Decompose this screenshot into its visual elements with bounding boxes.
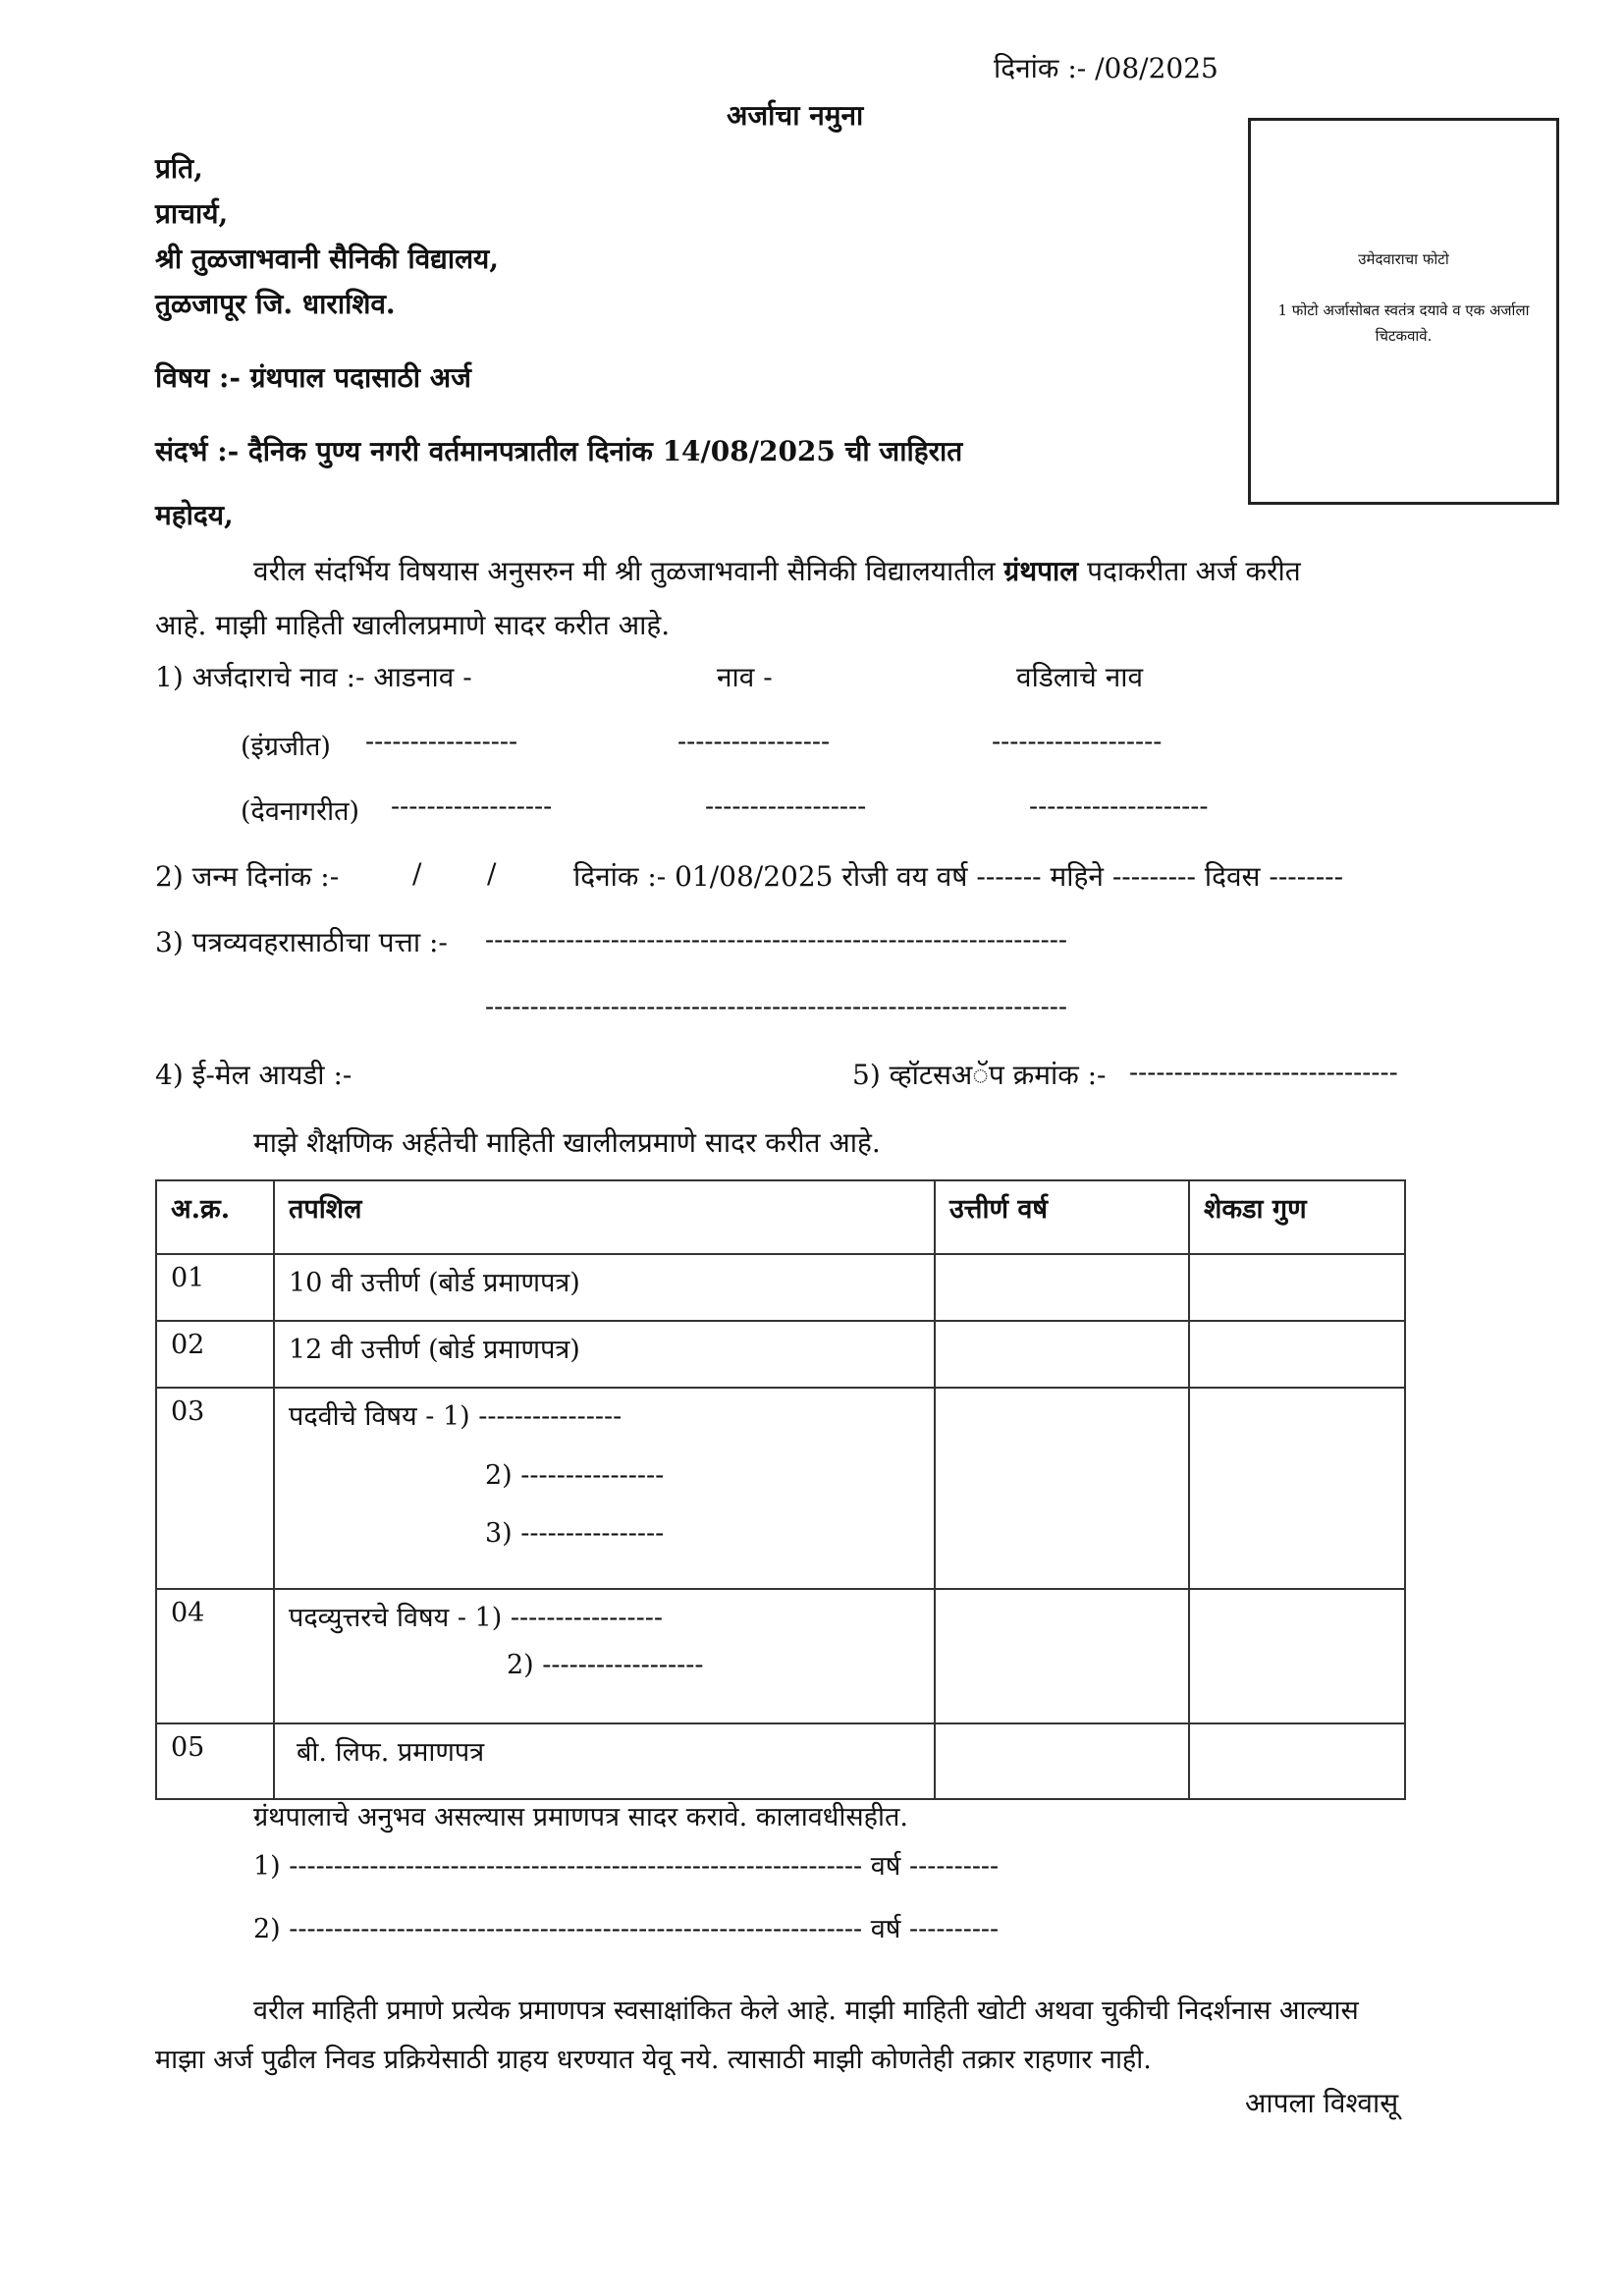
row-marks-cell[interactable] (1189, 1321, 1405, 1388)
intro-line-1 (253, 552, 1301, 589)
row-marks-cell[interactable] (1189, 1723, 1405, 1799)
address-line-3: श्री तुळजाभवानी सैनिकी विद्यालय, (155, 243, 500, 275)
english-label: (इंग्रजीत) (241, 732, 331, 762)
row-detail-line: 10 वी उत्तीर्ण (बोर्ड प्रमाणपत्र) (289, 1268, 580, 1298)
whatsapp-blank[interactable]: ------------------------------ (1129, 1058, 1398, 1088)
row-year-cell[interactable] (935, 1321, 1189, 1388)
row-detail-line: पदवीचे विषय - 1) ---------------- (289, 1401, 623, 1432)
devanagari-father-blank[interactable]: -------------------- (1029, 792, 1209, 822)
date-line: दिनांक :- /08/2025 (994, 52, 1218, 84)
subject-line: विषय :- ग्रंथपाल पदासाठी अर्ज (155, 361, 471, 394)
row-year-cell[interactable] (935, 1254, 1189, 1321)
intro-text-a: वरील संदर्भिय विषयास अनुसरुन मी श्री तुळजाभवानी सैनिकी विद्यालयातील (253, 555, 1004, 587)
salutation: महोदय, (155, 499, 234, 531)
closing-signoff: आपला विश्वासू (1245, 2087, 1399, 2119)
form-title: अर्जाचा नमुना (727, 99, 864, 132)
header-serial: अ.क्र. (156, 1180, 274, 1254)
row-serial: 02 (156, 1321, 274, 1388)
whatsapp-label: 5) व्हॉटसअॅप क्रमांक :- (852, 1059, 1107, 1091)
english-name-blank[interactable]: ----------------- (677, 727, 831, 757)
header-passing-year: उत्तीर्ण वर्ष (935, 1180, 1189, 1254)
postal-address-blank-2[interactable]: ----------------------------------------------------------------- (485, 992, 1067, 1022)
row-year-cell[interactable] (935, 1589, 1189, 1723)
address-line-4: तुळजापूर जि. धाराशिव. (155, 288, 396, 320)
row-serial: 05 (156, 1723, 274, 1799)
address-line-2: प्राचार्य, (155, 197, 229, 230)
devanagari-label: (देवनागरीत) (241, 796, 360, 827)
dob-label: 2) जन्म दिनांक :- (155, 860, 340, 893)
row-year-cell[interactable] (935, 1723, 1189, 1799)
intro-bold-word: ग्रंथपाल (1003, 555, 1079, 587)
reference-line: संदर्भ :- दैनिक पुण्य नगरी वर्तमानपत्रातील दिनांक 14/08/2025 ची जाहिरात (155, 435, 963, 467)
photo-box (1248, 118, 1559, 505)
declaration-line-2: माझा अर्ज पुढील निवड प्रक्रियेसाठी ग्राहय धरण्यात येवू नये. त्यासाठी माझी कोणतेही तक्रार राहणार नाही. (155, 2045, 1152, 2075)
english-surname-blank[interactable]: ----------------- (365, 727, 518, 757)
first-name-label: नाव - (717, 661, 773, 693)
dob-slash-2[interactable]: / (487, 857, 497, 890)
dob-slash-1[interactable]: / (412, 857, 422, 890)
row-serial: 01 (156, 1254, 274, 1321)
table-header-row (156, 1180, 1405, 1254)
row-detail-line: पदव्युत्तरचे विषय - 1) ----------------- (289, 1603, 663, 1633)
row-detail-line: बी. लिफ. प्रमाणपत्र (297, 1737, 485, 1768)
row-serial: 04 (156, 1589, 274, 1723)
education-intro: माझे शैक्षणिक अर्हतेची माहिती खालीलप्रमाणे सादर करीत आहे. (253, 1126, 881, 1159)
father-name-label: वडिलाचे नाव (1016, 661, 1144, 693)
table-row (156, 1589, 1405, 1723)
devanagari-surname-blank[interactable]: ------------------ (391, 792, 553, 822)
row-details (274, 1388, 935, 1589)
experience-line-2[interactable]: 2) ---------------------------------------------------------------- वर्ष ---------- (253, 1914, 1000, 1944)
table-row (156, 1321, 1405, 1388)
row-marks-cell[interactable] (1189, 1388, 1405, 1589)
experience-line-1[interactable]: 1) ---------------------------------------------------------------- वर्ष ---------- (253, 1851, 1000, 1882)
row-details (274, 1321, 935, 1388)
row-year-cell[interactable] (935, 1388, 1189, 1589)
header-percentage: शेकडा गुण (1189, 1180, 1405, 1254)
photo-box-instruction: 1 फोटो अर्जासोबत स्वतंत्र दयावे व एक अर्जाला चिटकवावे. (1277, 301, 1530, 345)
row-detail-line[interactable]: 3) ---------------- (485, 1518, 665, 1549)
row-detail-line[interactable]: 2) ---------------- (485, 1460, 665, 1491)
table-row (156, 1388, 1405, 1589)
devanagari-name-blank[interactable]: ------------------ (705, 792, 867, 822)
declaration-line-1: वरील माहिती प्रमाणे प्रत्येक प्रमाणपत्र स्वसाक्षांकित केले आहे. माझी माहिती खोटी अथवा चुकीची निदर्शनास आल्यास (253, 1995, 1359, 2026)
table-row (156, 1723, 1405, 1799)
row-marks-cell[interactable] (1189, 1589, 1405, 1723)
postal-address-label: 3) पत्रव्यवहरासाठीचा पत्ता :- (155, 926, 448, 958)
header-details: तपशिल (274, 1180, 935, 1254)
row-details (274, 1589, 935, 1723)
row-serial: 03 (156, 1388, 274, 1589)
email-label: 4) ई-मेल आयडी :- (155, 1059, 352, 1091)
english-father-blank[interactable]: ------------------- (992, 727, 1163, 757)
row-detail-line[interactable]: 2) ------------------ (507, 1650, 704, 1680)
address-line-1: प्रति, (155, 152, 203, 185)
row-detail-line: 12 वी उत्तीर्ण (बोर्ड प्रमाणपत्र) (289, 1335, 580, 1365)
row-details (274, 1723, 935, 1799)
applicant-name-label: 1) अर्जदाराचे नाव :- आडनाव - (155, 661, 472, 693)
photo-box-title: उमेदवाराचा फोटो (1358, 250, 1449, 268)
intro-line-2: आहे. माझी माहिती खालीलप्रमाणे सादर करीत आहे. (155, 609, 671, 641)
intro-text-b: पदाकरीता अर्ज करीत (1078, 555, 1301, 587)
row-marks-cell[interactable] (1189, 1254, 1405, 1321)
table-row (156, 1254, 1405, 1321)
age-as-on-text: दिनांक :- 01/08/2025 रोजी वय वर्ष ------- महिने --------- दिवस -------- (573, 860, 1344, 893)
experience-intro: ग्रंथपालाचे अनुभव असल्यास प्रमाणपत्र सादर करावे. कालावधीसहीत. (253, 1802, 908, 1832)
postal-address-blank-1[interactable]: ----------------------------------------------------------------- (485, 925, 1067, 956)
education-table (155, 1179, 1406, 1800)
row-details (274, 1254, 935, 1321)
